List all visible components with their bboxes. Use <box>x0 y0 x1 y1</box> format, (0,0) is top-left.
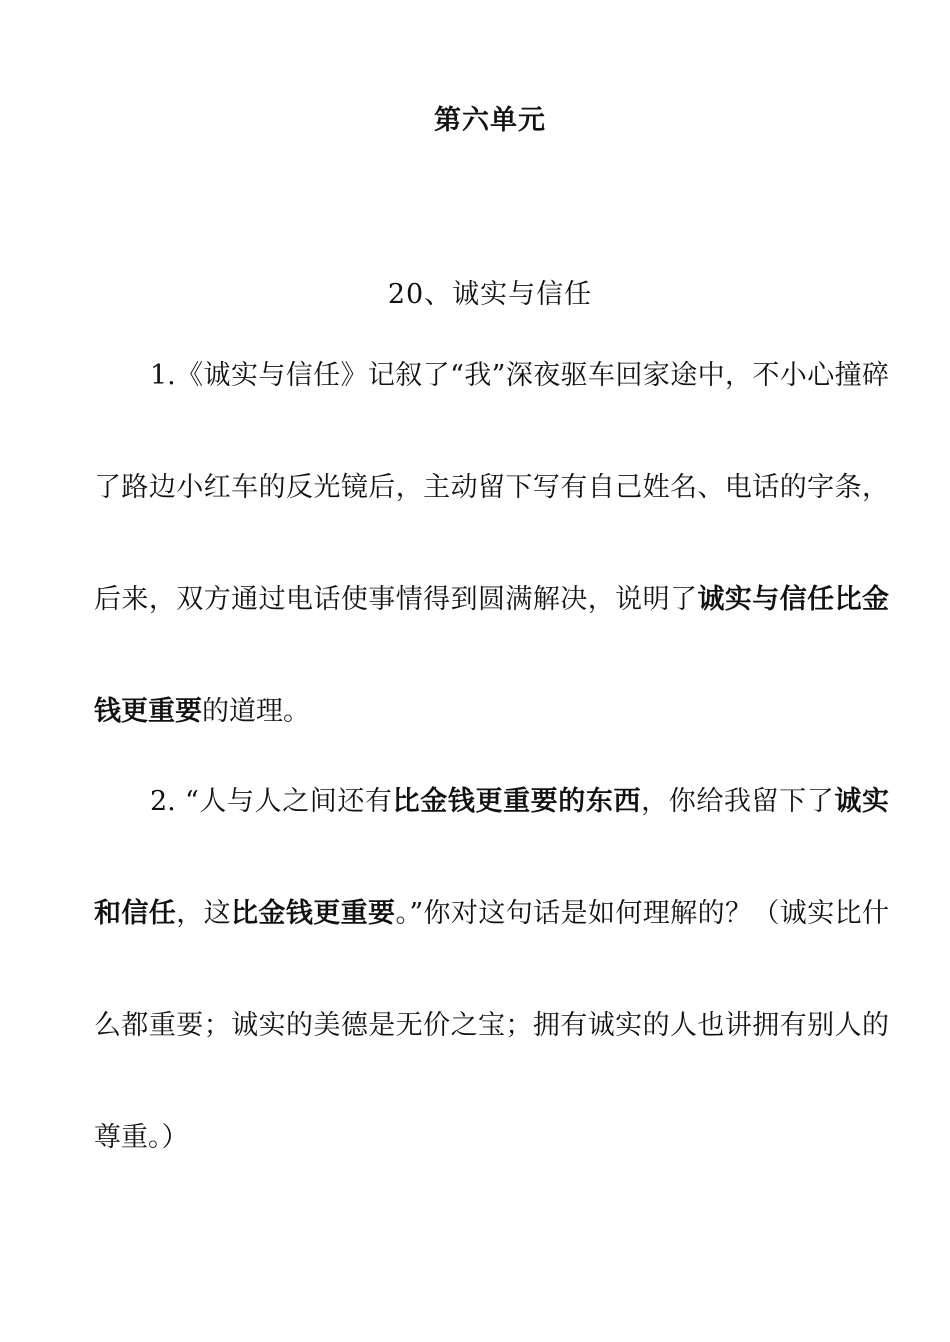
question-1-key-phrase: 诚实与信任比金钱更重要 <box>94 584 890 727</box>
unit-title: 第六单元 <box>434 105 546 136</box>
lesson-title: 20、诚实与信任 <box>387 279 593 310</box>
question-2-quote-middle: ，你给我留下了 <box>641 786 835 817</box>
question-2-paragraph <box>94 746 889 1194</box>
question-1-paragraph <box>94 320 889 768</box>
question-2-key-phrase-3: 比金钱更重要 <box>231 898 396 929</box>
question-2-quote-middle-2: ，这 <box>176 898 232 929</box>
question-1-ending: 的道理。 <box>202 696 310 727</box>
question-2-key-phrase-1: 比金钱更重要的东西 <box>392 786 642 817</box>
question-2-quote-open: 2. “人与人之间还有 <box>150 786 393 817</box>
question-1-text: 1.《诚实与信任》记叙了“我”深夜驱车回家途中，不小心撞碎了路边小红车的反光镜后，主动留下写有自己姓名、电话的字条，后来，双方通过电话使事情得到圆满解决，说明了 <box>94 360 889 615</box>
question-2-prompt: 。”你对这句话是如何理解的？ <box>395 898 753 929</box>
question-2-key-phrase-2: 诚实和信任 <box>94 786 889 929</box>
question-2-answer: （诚实比什么都重要；诚实的美德是无价之宝；拥有诚实的人也讲拥有别人的尊重。） <box>94 898 890 1153</box>
